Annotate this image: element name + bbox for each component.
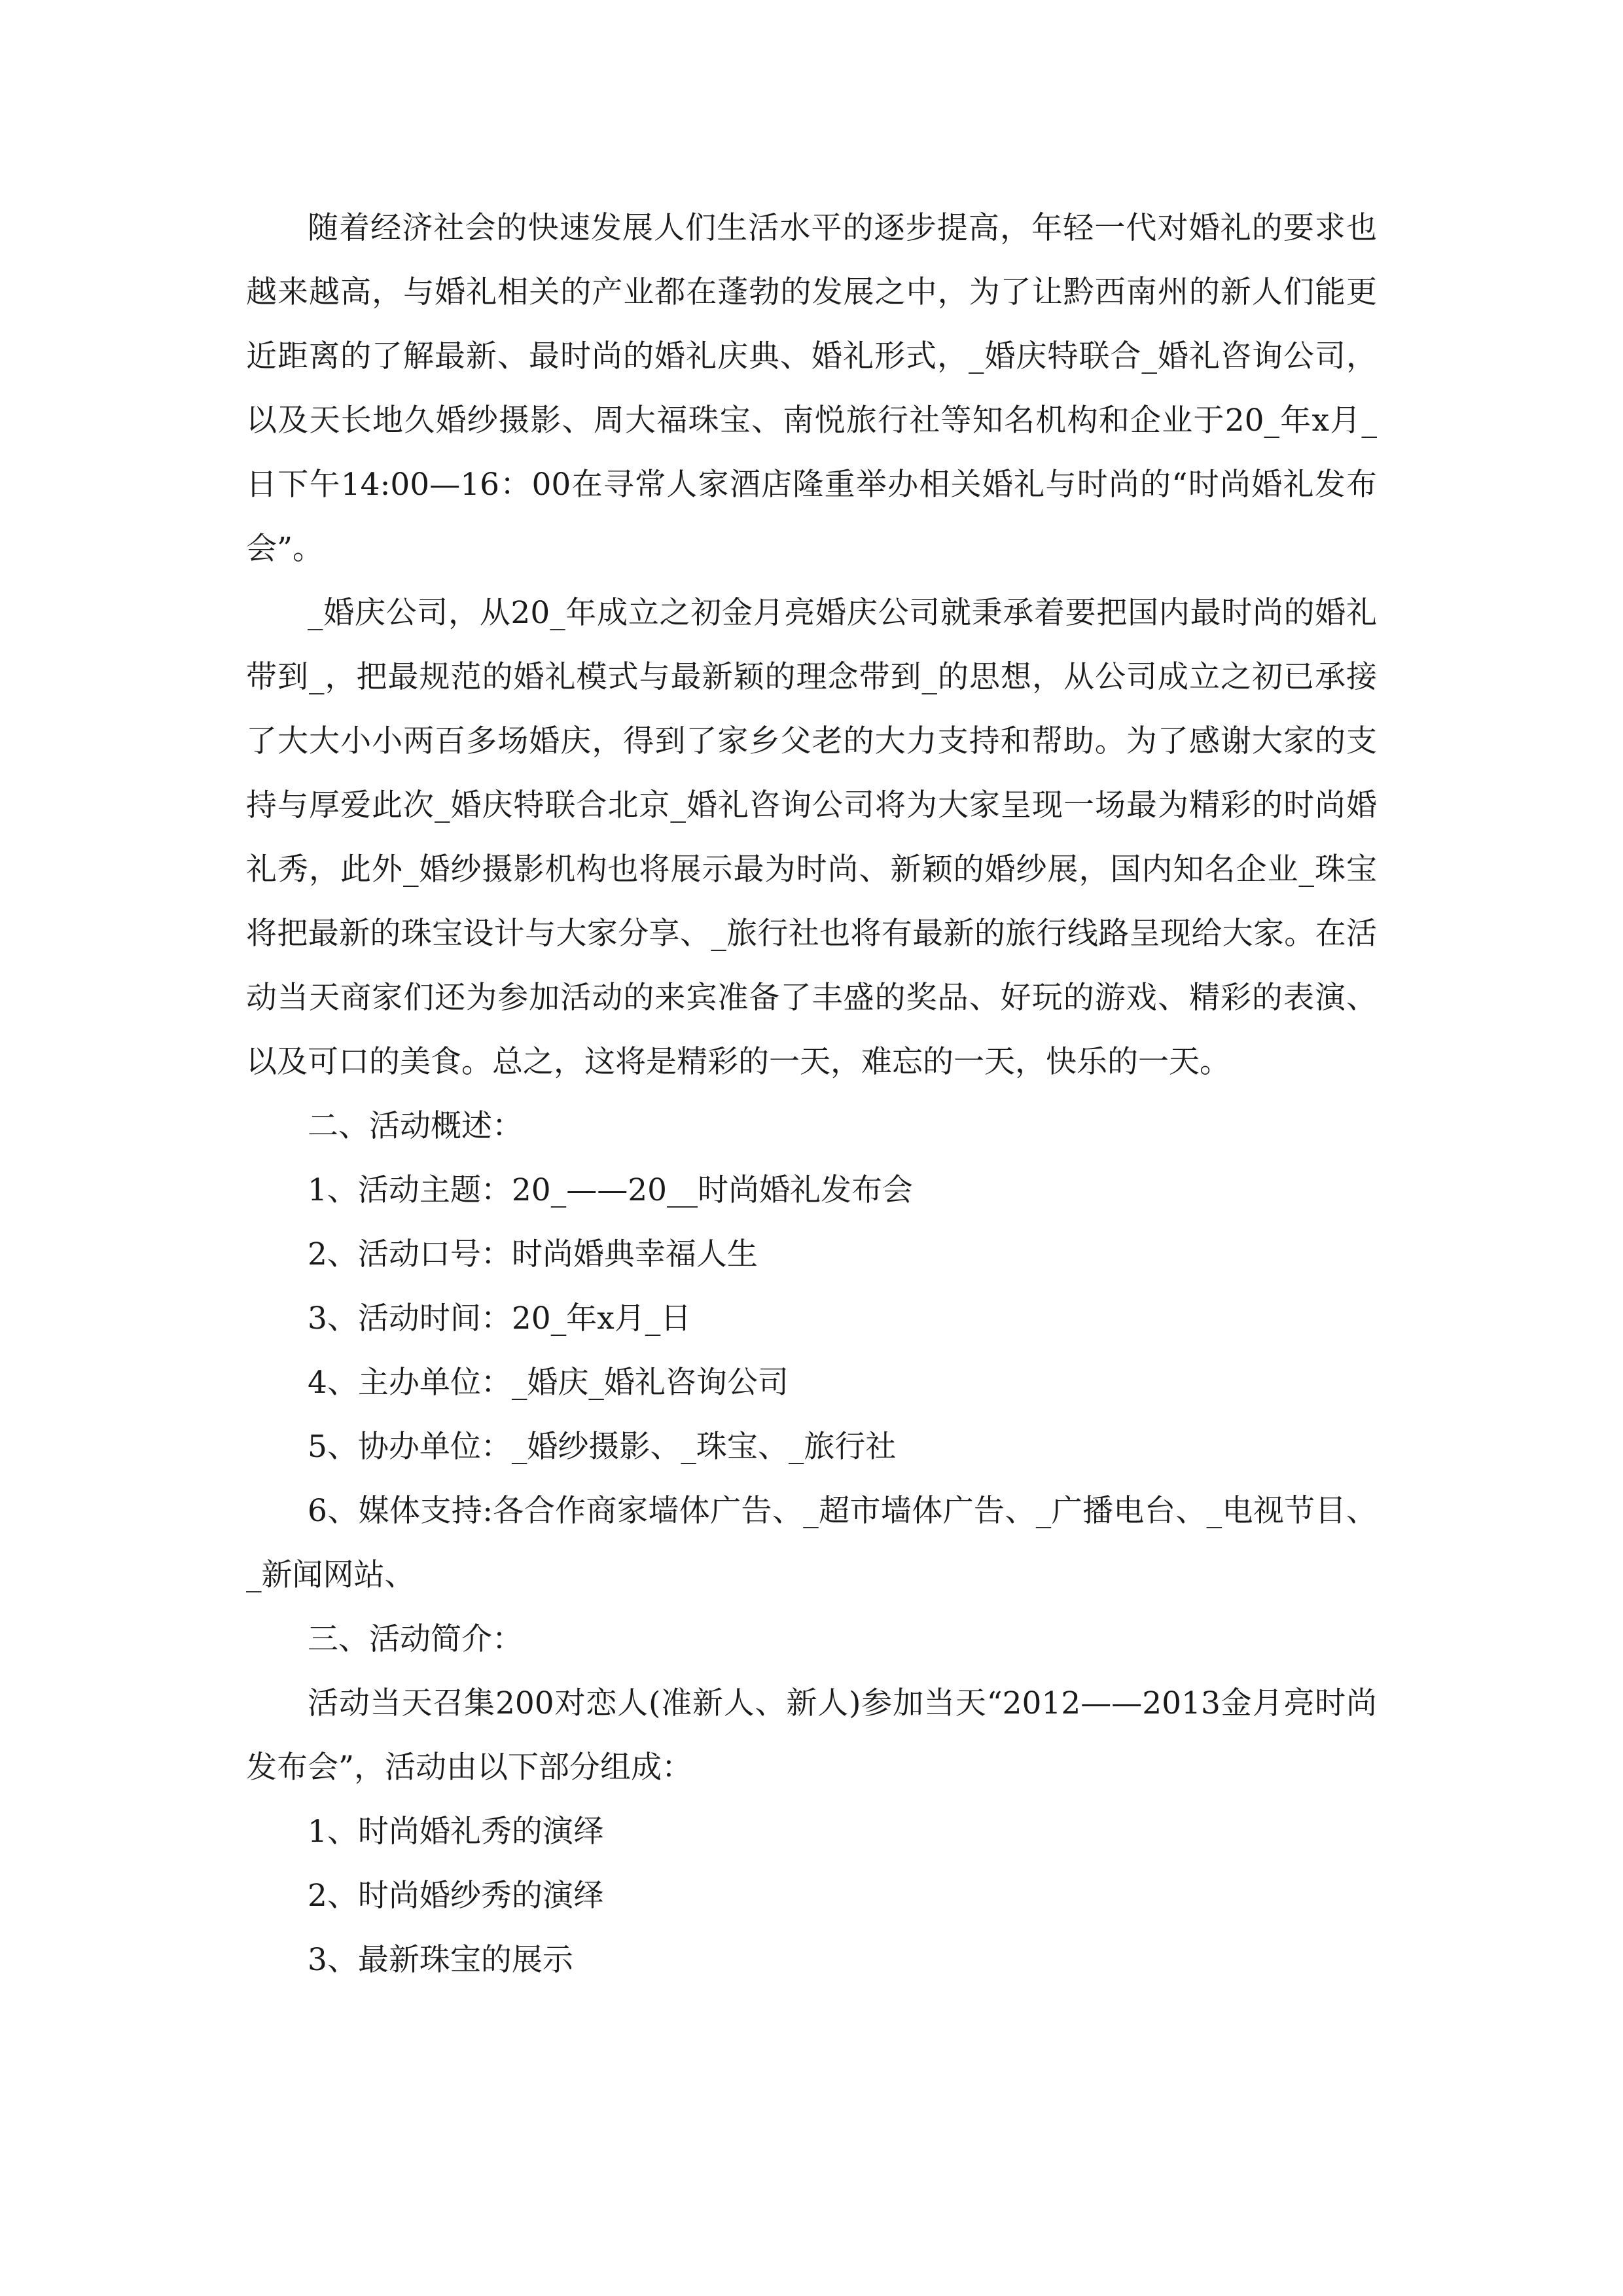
overview-item-theme: 1、活动主题：20_——20__时尚婚礼发布会: [308, 1172, 914, 1208]
document-body: [246, 196, 1377, 1992]
overview-item-organizer: 4、主办单位：_婚庆_婚礼咨询公司: [308, 1365, 789, 1401]
section-heading-introduction: 三、活动简介：: [308, 1621, 523, 1657]
introduction-item-wedding-show: 1、时尚婚礼秀的演绎: [308, 1814, 604, 1850]
introduction-item-gown-show: 2、时尚婚纱秀的演绎: [308, 1878, 604, 1914]
introduction-item-jewelry-display: 3、最新珠宝的展示: [308, 1942, 573, 1978]
intro-paragraph: 随着经济社会的快速发展人们生活水平的逐步提高，年轻一代对婚礼的要求也越来越高，与婚礼相关的产业都在蓬勃的发展之中，为了让黔西南州的新人们能更近距离的了解最新、最时尚的婚礼庆典、婚礼形式，_婚庆特联合_婚礼咨询公司，以及天长地久婚纱摄影、周大福珠宝、南悦旅行社等知名机构和企业于20_年x月_日下午14:00—16：00在寻常人家酒店隆重举办相关婚礼与时尚的“时尚婚礼发布会”。: [246, 210, 1377, 567]
overview-item-co-organizer: 5、协办单位：_婚纱摄影、_珠宝、_旅行社: [308, 1429, 897, 1465]
section-heading-overview: 二、活动概述：: [308, 1108, 523, 1144]
introduction-paragraph: 活动当天召集200对恋人(准新人、新人)参加当天“2012——2013金月亮时尚发布会”，活动由以下部分组成：: [246, 1685, 1377, 1785]
overview-item-time: 3、活动时间：20_年x月_日: [308, 1300, 692, 1336]
overview-item-media: 6、媒体支持:各合作商家墙体广告、_超市墙体广告、_广播电台、_电视节目、_新闻网站、: [246, 1493, 1377, 1593]
overview-item-slogan: 2、活动口号：时尚婚典幸福人生: [308, 1236, 758, 1272]
company-paragraph: _婚庆公司，从20_年成立之初金月亮婚庆公司就秉承着要把国内最时尚的婚礼带到_，把最规范的婚礼模式与最新颖的理念带到_的思想，从公司成立之初已承接了大大小小两百多场婚庆，得到了家乡父老的大力支持和帮助。为了感谢大家的支持与厚爱此次_婚庆特联合北京_婚礼咨询公司将为大家呈现一场最为精彩的时尚婚礼秀，此外_婚纱摄影机构也将展示最为时尚、新颖的婚纱展，国内知名企业_珠宝将把最新的珠宝设计与大家分享、_旅行社也将有最新的旅行线路呈现给大家。在活动当天商家们还为参加活动的来宾准备了丰盛的奖品、好玩的游戏、精彩的表演、以及可口的美食。总之，这将是精彩的一天，难忘的一天，快乐的一天。: [246, 595, 1377, 1080]
